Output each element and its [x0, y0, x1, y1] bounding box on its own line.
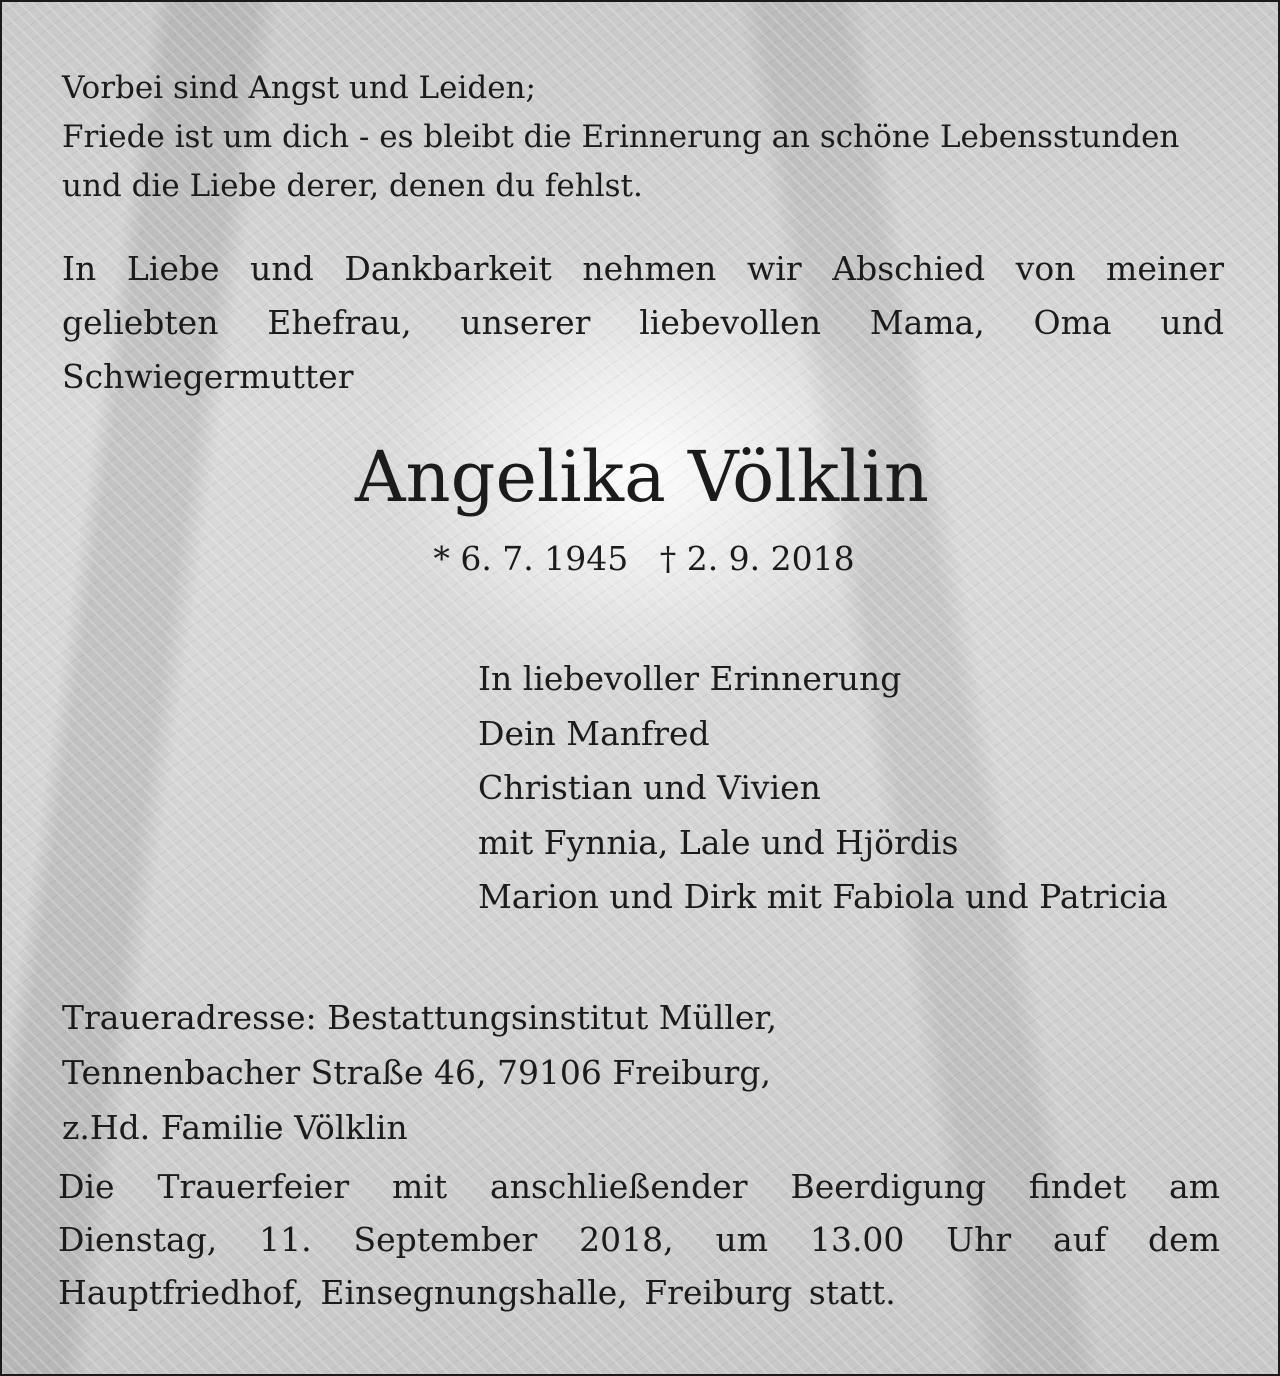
mourner-line: Dein Manfred	[478, 713, 710, 753]
funeral-service-info: Die Trauerfeier mit anschließender Beerdigung findet am Dienstag, 11. September 2018, um 13.00 Uhr auf dem Hauptfriedhof, Einsegnungshalle, Freiburg statt.	[58, 1167, 1220, 1312]
mourners-list	[478, 652, 1268, 925]
mourner-line: mit Fynnia, Lale und Hjördis	[478, 822, 959, 862]
address-line: Traueradresse: Bestattungsinstitut Müller,	[62, 998, 778, 1037]
mourner-line: In liebevoller Erinnerung	[478, 659, 902, 698]
address-line: z.Hd. Familie Völklin	[62, 1108, 408, 1147]
quote-line: Vorbei sind Angst und Leiden;	[62, 70, 536, 106]
quote-line: und die Liebe derer, denen du fehlst.	[62, 168, 643, 204]
address-line: Tennenbacher Straße 46, 79106 Freiburg,	[62, 1053, 771, 1092]
mourning-address	[62, 990, 1062, 1155]
farewell-intro: In Liebe und Dankbarkeit nehmen wir Abschied von meiner geliebten Ehefrau, unserer liebevollen Mama, Oma und Schwiegermutter	[62, 249, 1224, 396]
mourner-line: Marion und Dirk mit Fabiola und Patricia	[478, 877, 1168, 916]
deceased-name: Angelika Völklin	[355, 436, 929, 518]
life-dates	[2, 534, 1280, 584]
life-dates-text: * 6. 7. 1945 † 2. 9. 2018	[433, 539, 855, 578]
quote-line: Friede ist um dich - es bleibt die Erinnerung an schöne Lebensstunden	[62, 119, 1180, 155]
mourner-line: Christian und Vivien	[478, 768, 821, 807]
opening-quote	[62, 64, 1232, 211]
